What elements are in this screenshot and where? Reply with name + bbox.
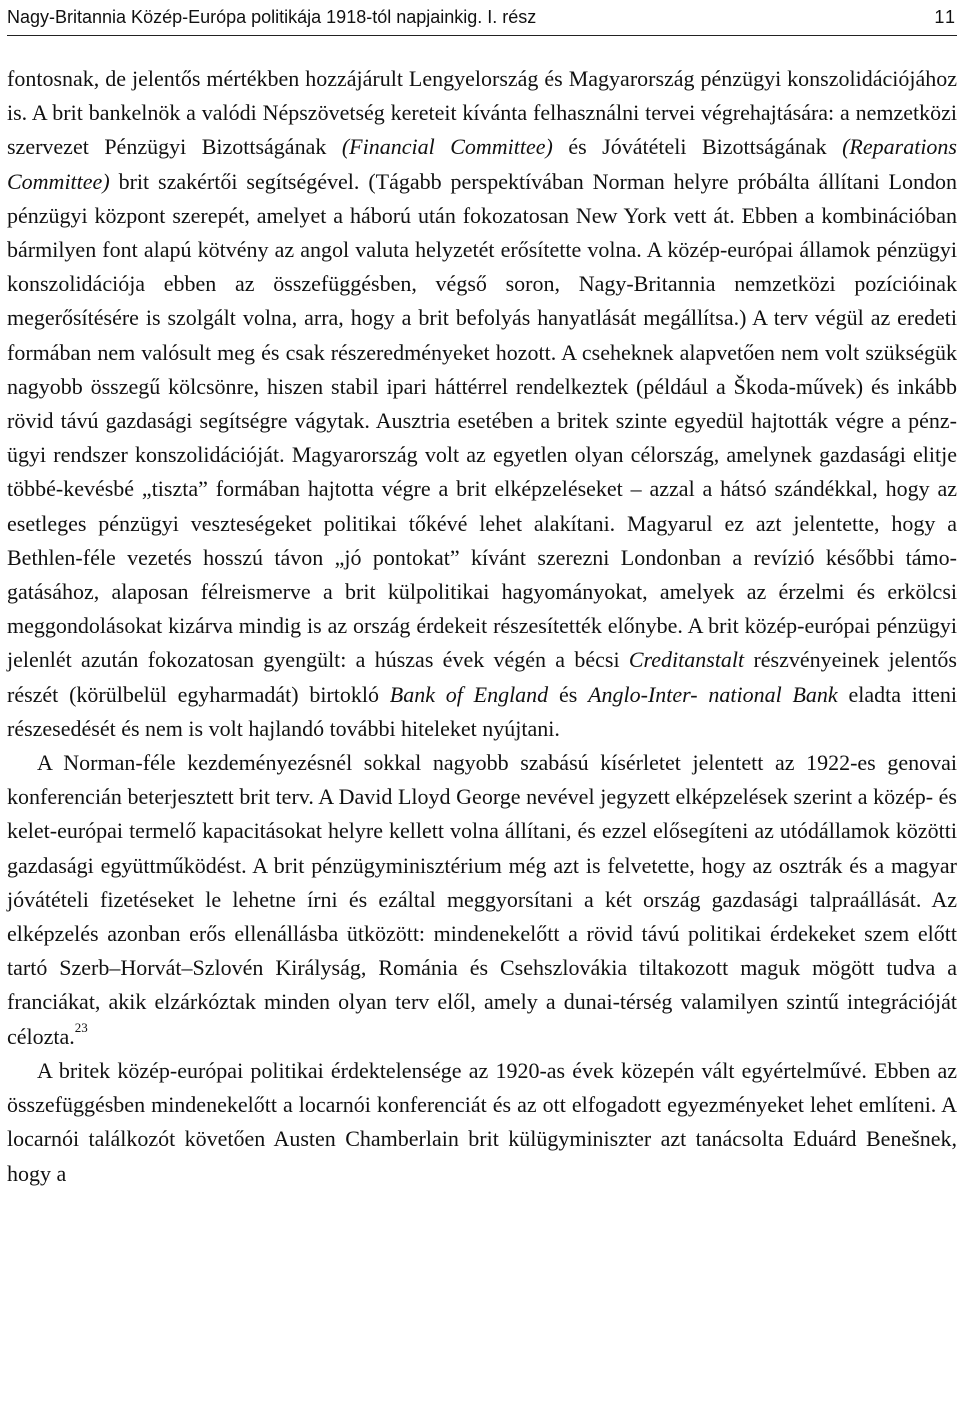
text-run: A britek közép-európai politikai érdektelensége az 1920-as évek közepén vált egyértelművé. Ebben az összefüggésben mindenekelőtt a locarnói konferenciát és az ott elfogadott egyezményeket lehet említeni. A locarnói találkozót követően Austen Chamberlain brit külügyminiszter azt tanácsolta Eduárd Benešnek, hogy a bbox=[7, 1057, 957, 1186]
body-text bbox=[7, 62, 957, 1191]
document-page bbox=[7, 0, 957, 1191]
footnote-ref: 23 bbox=[74, 1020, 88, 1036]
italic-term: (Financial Committee) bbox=[341, 134, 553, 160]
text-run: brit szakértői segítségével. (Tágabb perspektívában Norman helyre próbálta állítani London pénzügyi központ szerepét, amelyet a háború után fokozatosan New York vett át. Ebben a kombinációban bármilyen font alapú kötvény az angol valuta helyzetét erősítette volna. A közép-európai államok pénzügyi konszolidációja ebben az összefüggésben, végső soron, Nagy-Britannia nemzetközi pozícióinak megerősítésére is szolgált volna, arra, hogy a brit befolyás hanyatlását megállítsa.) A terv végül az eredeti formában nem valósult meg és csak részeredményeket hozott. A cseheknek alapvetően nem volt szükségük nagyobb összegű kölcsönre, hiszen stabil ipari háttérrel rendelkeztek (például a Škoda-művek) és inkább rövid távú gazdasági segítségre vágytak. Ausztria esetében a britek szinte egyedül hajtották végre a pénzügyi rendszer konszolidációját. Magyarország volt az egyetlen olyan célország, amelynek gazdasági elitje többé-kevésbé „tiszta” formában hajtotta végre a brit elképzeléseket – azzal a hátsó szándékkal, hogy az esetleges pénzügyi veszteségeket politikai tőkévé lehet alakítani. Magyarul ez azt jelentette, hogy a Bethlen-féle vezetés hosszú távon „jó pontokat” kívánt szerezni Londonban a revízió későbbi támogatásához, alaposan félreismerve a brit külpolitikai hagyományokat, amelyek az érzelmi és erkölcsi meggondolásokat kizárva mindig is az ország érdekeit részesítették előnybe. A brit közép-európai pénzügyi jelenlét azután fokozatosan gyengült: a húszas évek végén a bécsi bbox=[7, 168, 957, 673]
italic-term: (Reparations Committee) bbox=[7, 134, 957, 194]
text-run: és bbox=[548, 681, 589, 707]
text-run: fontosnak, de jelentős mértékben hozzájárult Lengyelország és Magyarország pénzügyi konszolidációjához is. A brit bankelnök a valódi Népszövetség kereteit kívánta felhasználni tervei végrehajtására: a nemzetközi szervezet Pénzügyi Bizottságának bbox=[7, 66, 957, 160]
text-run: és Jóvátételi Bizottságának bbox=[552, 134, 843, 160]
italic-term: Anglo-Inter- national Bank bbox=[588, 681, 838, 707]
paragraph bbox=[7, 746, 957, 1054]
italic-term: Creditanstalt bbox=[628, 647, 745, 673]
paragraph bbox=[7, 62, 957, 746]
text-run: eladta itteni részesedését és nem is volt hajlandó további hiteleket nyújtani. bbox=[7, 681, 957, 741]
italic-term: Bank of England bbox=[389, 681, 549, 707]
running-header bbox=[7, 5, 957, 36]
paragraph bbox=[7, 1054, 957, 1191]
text-run: A Norman-féle kezdeményezésnél sokkal nagyobb szabású kísérletet jelentett az 1922-es genovai konferencián beterjesztett brit terv. A David Lloyd George nevével jegyzett elképzelések szerint a közép- és kelet-európai termelő kapacitásokat helyre kellett volna állítani, és ezzel elősegíteni az utódállamok közötti gazdasági együttműködést. A brit pénzügyminisztérium még azt is felvetette, hogy az osztrák és a magyar jóvátételi fizetéseket le lehetne írni és ezáltal meggyorsítani a két ország gazdasági talpraállását. Az elképzelés azonban erős ellenállásba ütközött: mindenekelőtt a rövid távú politikai érdekeket szem előtt tartó Szerb–Horvát–Szlovén Királyság, Románia és Csehszlovákia tiltakozott maguk mögött tudva a franciákat, akik elzárkóztak minden olyan terv elől, amely a dunai-térség valamilyen szintű integrációját célozta. bbox=[7, 750, 957, 1049]
text-run: részvényeinek jelentős részét (körülbelül egyharmadát) birtokló bbox=[7, 647, 957, 707]
page-number: 11 bbox=[934, 7, 957, 27]
running-title: Nagy-Britannia Közép-Európa politikája 1918-tól napjainkig. I. rész bbox=[7, 7, 537, 27]
